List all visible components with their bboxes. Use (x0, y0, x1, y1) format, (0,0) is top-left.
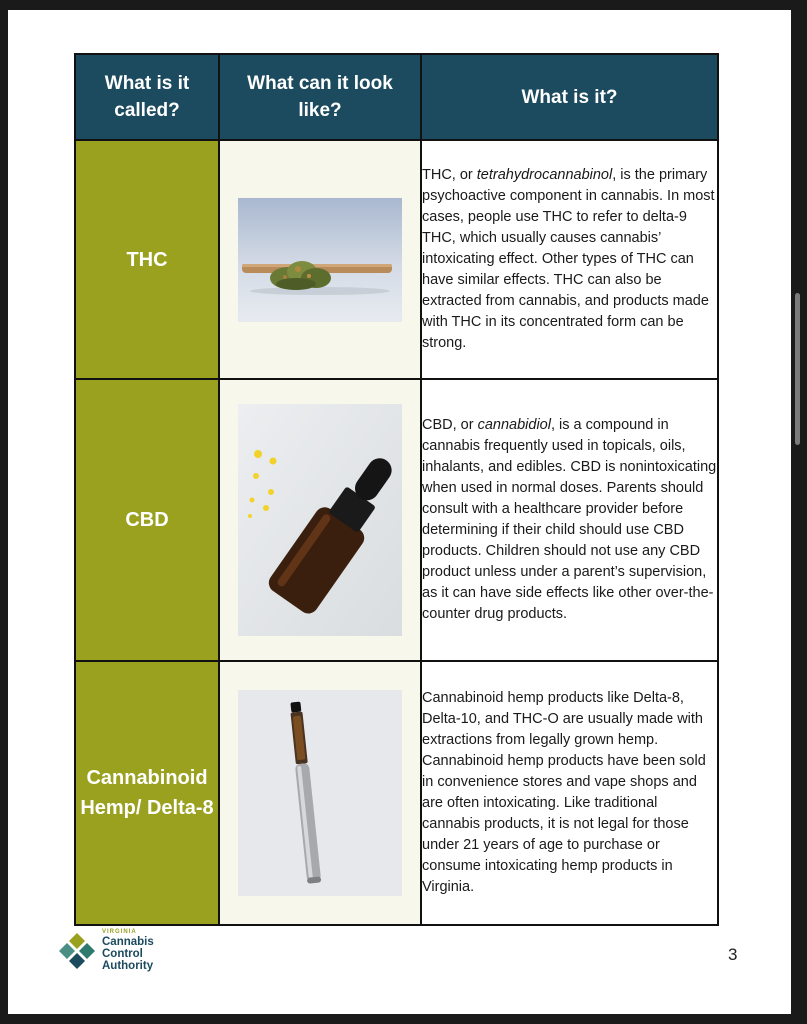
product-image-cell (219, 379, 421, 661)
product-name: Cannabinoid Hemp/ Delta-8 (75, 661, 219, 925)
table-row-thc (75, 140, 718, 379)
logo-line: Authority (102, 960, 154, 972)
product-name: THC (75, 140, 219, 379)
logo-line: Control (102, 948, 143, 960)
logo-state-label: VIRGINIA (102, 929, 137, 935)
table-row-cannabinoid-hemp (75, 661, 718, 925)
scrollbar-thumb[interactable] (795, 293, 800, 445)
product-description (421, 661, 718, 925)
logo-wordmark (102, 929, 154, 972)
page-number: 3 (728, 945, 738, 964)
cross-leaf-logo-icon (58, 932, 96, 970)
product-image-cell (219, 140, 421, 379)
logo-line: Cannabis (102, 936, 154, 948)
product-image-cell (219, 661, 421, 925)
table-row-cbd (75, 379, 718, 661)
description-italic-term: tetrahydrocannabinol (476, 167, 613, 183)
header-what-can-it-look-like: What can it look like? (219, 54, 421, 140)
description-italic-term: cannabidiol (477, 417, 551, 433)
product-description (421, 140, 718, 379)
product-description (421, 379, 718, 661)
description-text: Cannabinoid hemp products like Delta-8, Delta-10, and THC-O are usually made with extractions from legally grown hemp. Cannabinoid hemp products have been sold in convenience stores and vape shops and are often intoxicating. Like traditional cannabis products, it is not legal for those under 21 years of age to purchase or consume intoxicating hemp products in Virginia. (422, 690, 706, 895)
cannabis-control-authority-logo (58, 929, 154, 972)
cannabis-joint-photo (238, 198, 402, 322)
description-text: CBD, or (422, 417, 478, 433)
description-text: THC, or (422, 167, 477, 183)
cbd-oil-dropper-bottle-photo (238, 404, 402, 636)
cannabis-products-table (74, 53, 719, 926)
table-header-row (75, 54, 718, 140)
description-text: , is the primary psychoactive component in cannabis. In most cases, people use THC to refer to delta-9 THC, which usually causes cannabis’ intoxicating effect. Other types of THC can have similar effects. THC can also be extracted from cannabis, and products made with THC in its concentrated form can be strong. (422, 167, 715, 351)
vape-pen-photo (238, 690, 402, 896)
product-name: CBD (75, 379, 219, 661)
header-what-is-it-called: What is it called? (75, 54, 219, 140)
header-what-is-it: What is it? (421, 54, 718, 140)
description-text: , is a compound in cannabis frequently used in topicals, oils, inhalants, and edibles. CBD is nonintoxicating when used in normal doses. Parents should consult with a healthcare provider before determining if their child should use CBD products. Children should not use any CBD product unless under a parent’s supervision, as it can have side effects like other over-the-counter drug products. (422, 417, 717, 622)
